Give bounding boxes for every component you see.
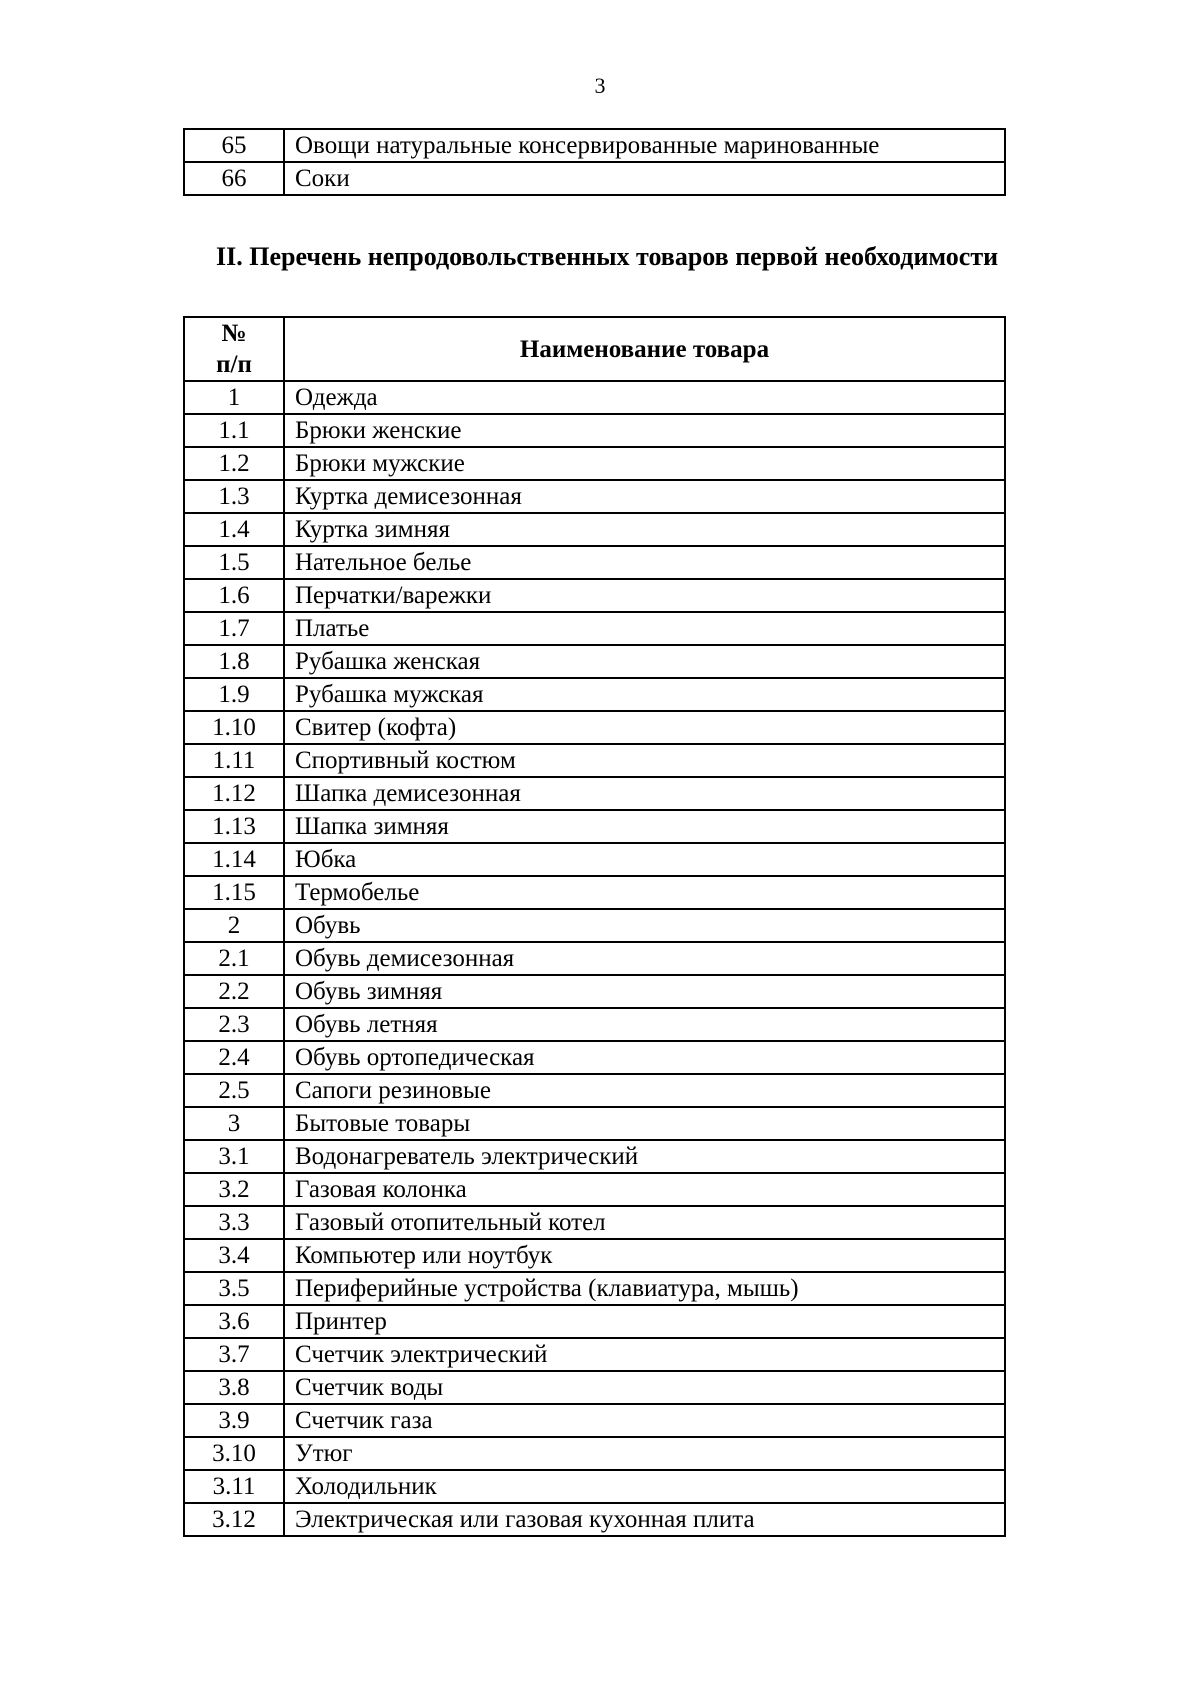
item-name: Счетчик воды: [284, 1371, 1005, 1404]
table-row: [184, 876, 1005, 909]
table-row: [184, 1140, 1005, 1173]
item-name: Брюки мужские: [284, 447, 1005, 480]
item-number: 1.2: [184, 447, 284, 480]
item-number: 1.14: [184, 843, 284, 876]
continued-goods-table: [183, 128, 1006, 196]
header-number-column: [184, 317, 284, 381]
table-row: [184, 711, 1005, 744]
item-number: 3.2: [184, 1173, 284, 1206]
item-name: Овощи натуральные консервированные маринованные: [284, 129, 1005, 162]
item-number: 1.8: [184, 645, 284, 678]
item-name: Нательное белье: [284, 546, 1005, 579]
item-number: 3.9: [184, 1404, 284, 1437]
item-name: Соки: [284, 162, 1005, 195]
item-name: Обувь демисезонная: [284, 942, 1005, 975]
item-number: 3.6: [184, 1305, 284, 1338]
item-number: 3.8: [184, 1371, 284, 1404]
table-row: [184, 1272, 1005, 1305]
table-row: [184, 1338, 1005, 1371]
page-number: 3: [594, 73, 606, 98]
item-name: Платье: [284, 612, 1005, 645]
table-row: [184, 414, 1005, 447]
item-number: 3.3: [184, 1206, 284, 1239]
table-row: [184, 1503, 1005, 1536]
item-name: Юбка: [284, 843, 1005, 876]
item-number: 2.5: [184, 1074, 284, 1107]
non-food-goods-table-body: [184, 381, 1005, 1536]
item-number: 3.11: [184, 1470, 284, 1503]
item-number: 2: [184, 909, 284, 942]
item-name: Счетчик газа: [284, 1404, 1005, 1437]
item-number: 2.2: [184, 975, 284, 1008]
table-row: [184, 843, 1005, 876]
item-number: 1.6: [184, 579, 284, 612]
item-name: Одежда: [284, 381, 1005, 414]
table-row: [184, 1206, 1005, 1239]
header-number-abbrev: п/п: [216, 351, 252, 378]
item-number: 3: [184, 1107, 284, 1140]
table-row: [184, 1008, 1005, 1041]
item-name: Электрическая или газовая кухонная плита: [284, 1503, 1005, 1536]
table-row: [184, 162, 1005, 195]
item-name: Газовая колонка: [284, 1173, 1005, 1206]
item-name: Рубашка женская: [284, 645, 1005, 678]
item-name: Рубашка мужская: [284, 678, 1005, 711]
table-row: [184, 645, 1005, 678]
table-row: [184, 942, 1005, 975]
item-name: Шапка демисезонная: [284, 777, 1005, 810]
table-row: [184, 975, 1005, 1008]
item-number: 65: [184, 129, 284, 162]
item-name: Обувь летняя: [284, 1008, 1005, 1041]
table-row: [184, 1305, 1005, 1338]
item-number: 1.10: [184, 711, 284, 744]
item-name: Бытовые товары: [284, 1107, 1005, 1140]
item-name: Куртка зимняя: [284, 513, 1005, 546]
table-row: [184, 1074, 1005, 1107]
item-number: 1.5: [184, 546, 284, 579]
item-number: 66: [184, 162, 284, 195]
item-number: 1.3: [184, 480, 284, 513]
item-name: Периферийные устройства (клавиатура, мышь): [284, 1272, 1005, 1305]
non-food-goods-table: [183, 316, 1006, 1537]
continued-goods-table-body: [184, 129, 1005, 195]
item-name: Шапка зимняя: [284, 810, 1005, 843]
item-number: 1.7: [184, 612, 284, 645]
table-row: [184, 546, 1005, 579]
table-row: [184, 777, 1005, 810]
item-name: Обувь ортопедическая: [284, 1041, 1005, 1074]
item-number: 3.5: [184, 1272, 284, 1305]
table-header-row: [184, 317, 1005, 381]
item-number: 3.10: [184, 1437, 284, 1470]
table-row: [184, 513, 1005, 546]
table-row: [184, 1371, 1005, 1404]
item-number: 2.4: [184, 1041, 284, 1074]
item-name: Обувь: [284, 909, 1005, 942]
table-row: [184, 1239, 1005, 1272]
table-row: [184, 1437, 1005, 1470]
header-number-symbol: №: [221, 320, 247, 347]
item-number: 2.1: [184, 942, 284, 975]
item-name: Холодильник: [284, 1470, 1005, 1503]
table-row: [184, 909, 1005, 942]
table-row: [184, 810, 1005, 843]
item-number: 3.7: [184, 1338, 284, 1371]
item-number: 1.15: [184, 876, 284, 909]
table-row: [184, 1404, 1005, 1437]
item-number: 1.12: [184, 777, 284, 810]
item-name: Куртка демисезонная: [284, 480, 1005, 513]
item-number: 1.1: [184, 414, 284, 447]
table-row: [184, 381, 1005, 414]
item-name: Спортивный костюм: [284, 744, 1005, 777]
item-name: Термобелье: [284, 876, 1005, 909]
item-number: 1.13: [184, 810, 284, 843]
item-name: Свитер (кофта): [284, 711, 1005, 744]
table-row: [184, 579, 1005, 612]
item-name: Счетчик электрический: [284, 1338, 1005, 1371]
header-name-column: Наименование товара: [284, 317, 1005, 381]
item-number: 2.3: [184, 1008, 284, 1041]
item-name: Принтер: [284, 1305, 1005, 1338]
item-number: 3.12: [184, 1503, 284, 1536]
table-row: [184, 678, 1005, 711]
item-name: Обувь зимняя: [284, 975, 1005, 1008]
item-name: Брюки женские: [284, 414, 1005, 447]
item-number: 3.4: [184, 1239, 284, 1272]
item-name: Водонагреватель электрический: [284, 1140, 1005, 1173]
item-number: 1: [184, 381, 284, 414]
table-row: [184, 480, 1005, 513]
table-row: [184, 1173, 1005, 1206]
item-number: 1.11: [184, 744, 284, 777]
table-row: [184, 612, 1005, 645]
table-row: [184, 447, 1005, 480]
item-number: 1.9: [184, 678, 284, 711]
item-name: Сапоги резиновые: [284, 1074, 1005, 1107]
table-row: [184, 1041, 1005, 1074]
table-row: [184, 1107, 1005, 1140]
table-row: [184, 1470, 1005, 1503]
item-name: Утюг: [284, 1437, 1005, 1470]
item-name: Газовый отопительный котел: [284, 1206, 1005, 1239]
item-name: Перчатки/варежки: [284, 579, 1005, 612]
item-number: 1.4: [184, 513, 284, 546]
item-name: Компьютер или ноутбук: [284, 1239, 1005, 1272]
table-row: [184, 129, 1005, 162]
item-number: 3.1: [184, 1140, 284, 1173]
section-heading: II. Перечень непродовольственных товаров первой необходимости: [216, 242, 999, 271]
table-row: [184, 744, 1005, 777]
